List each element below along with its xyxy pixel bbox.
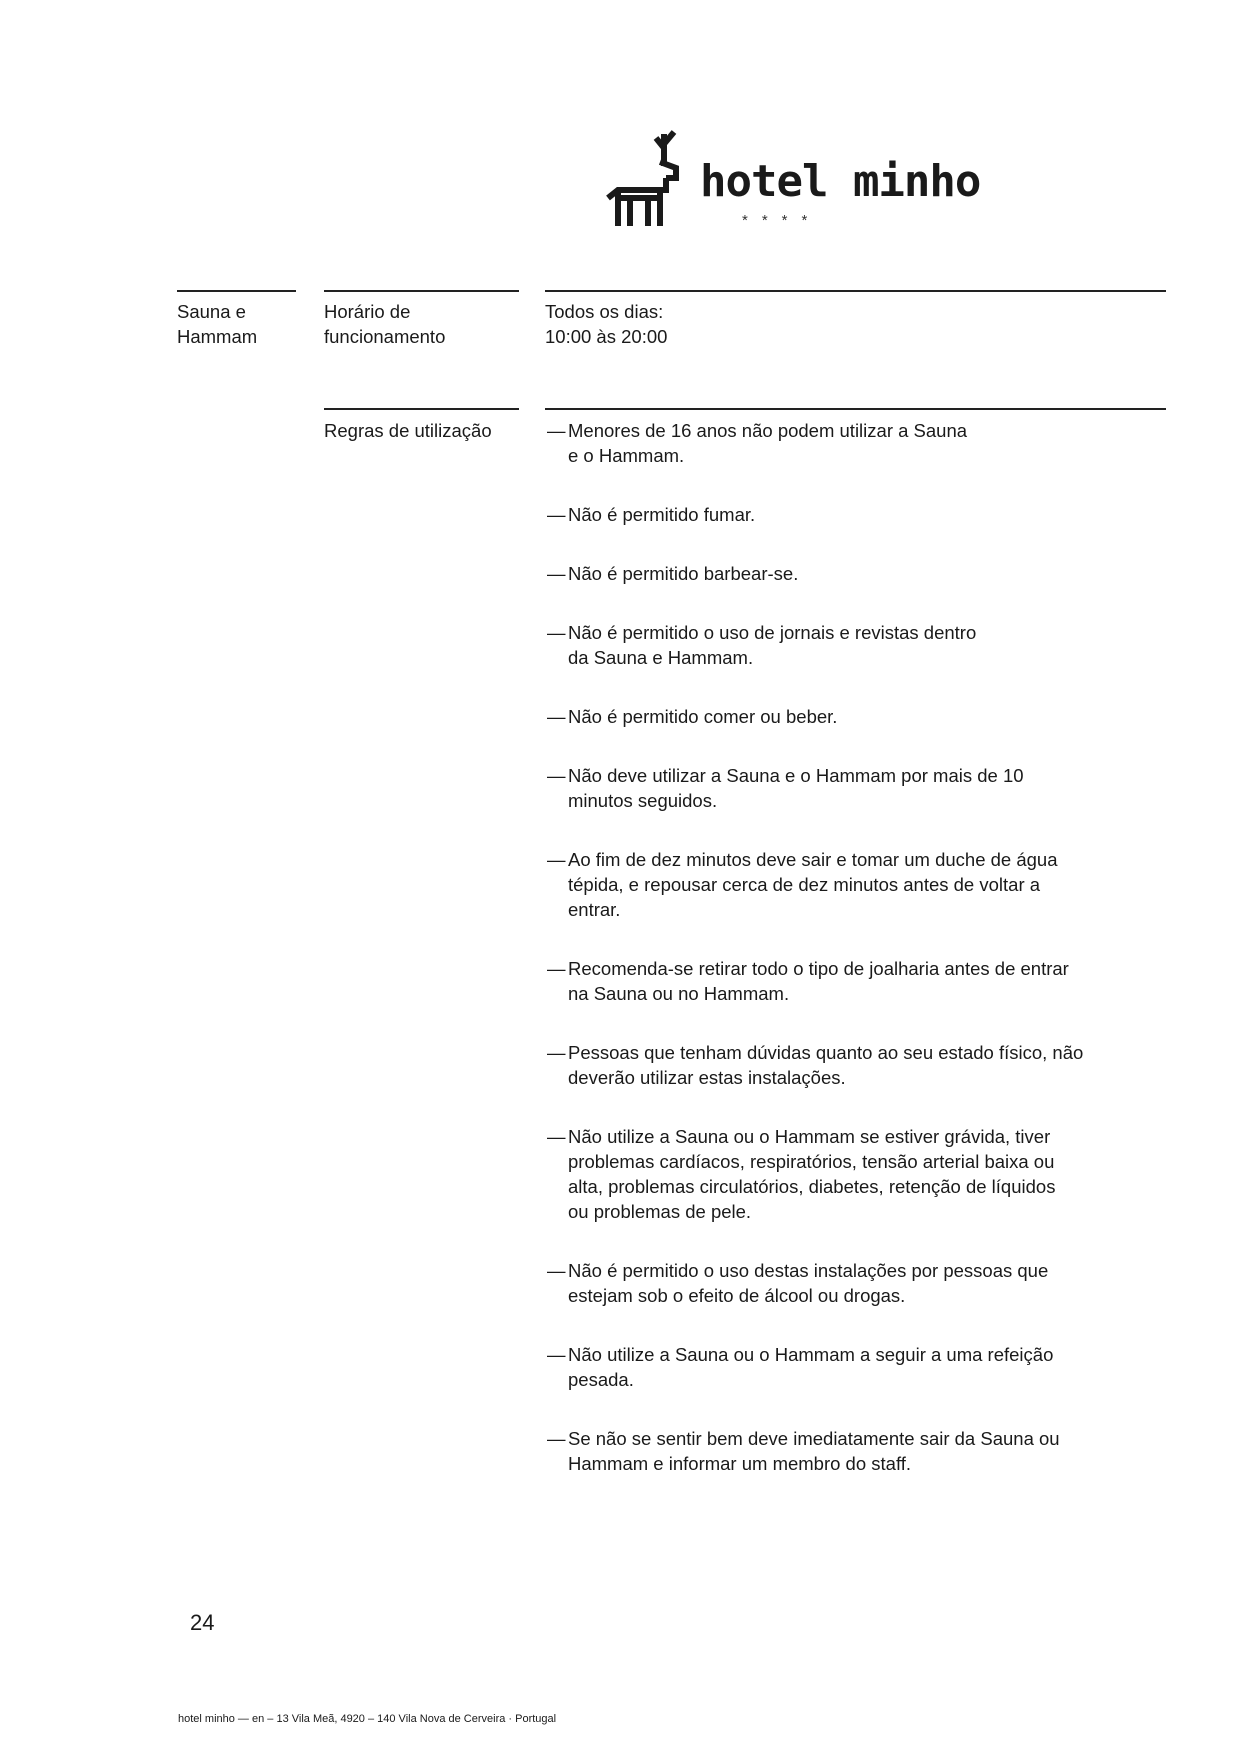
- hotel-logo: [600, 128, 981, 238]
- rule-line: Ao fim de dez minutos deve sair e tomar um duche de água: [568, 849, 1058, 870]
- rule-line: Hammam e informar um membro do staff.: [568, 1453, 912, 1474]
- divider: [324, 290, 519, 292]
- dash-bullet: —: [547, 563, 566, 584]
- rule-line: Não é permitido o uso de jornais e revistas dentro: [568, 622, 977, 643]
- list-item: [547, 1040, 1127, 1090]
- rule-line: pesada.: [568, 1369, 634, 1390]
- list-item: [547, 704, 1127, 729]
- dash-bullet: —: [547, 849, 566, 870]
- rule-line: na Sauna ou no Hammam.: [568, 983, 790, 1004]
- hours-label-line: funcionamento: [324, 326, 446, 347]
- footer-address: hotel minho — en – 13 Vila Meã, 4920 – 140 Vila Nova de Cerveira · Portugal: [178, 1713, 557, 1725]
- deer-icon: [600, 128, 696, 232]
- rule-line: tépida, e repousar cerca de dez minutos antes de voltar a: [568, 874, 1041, 895]
- dash-bullet: —: [547, 420, 566, 441]
- divider: [177, 290, 296, 292]
- dash-bullet: —: [547, 958, 566, 979]
- rule-line: alta, problemas circulatórios, diabetes, retenção de líquidos: [568, 1176, 1056, 1197]
- dash-bullet: —: [547, 765, 566, 786]
- list-item: [547, 561, 1127, 586]
- divider: [545, 290, 1166, 292]
- list-item: [547, 1342, 1127, 1392]
- divider: [545, 408, 1166, 410]
- rule-line: deverão utilizar estas instalações.: [568, 1067, 846, 1088]
- rule-line: Não deve utilizar a Sauna e o Hammam por mais de 10: [568, 765, 1024, 786]
- rule-line: Não utilize a Sauna ou o Hammam a seguir a uma refeição: [568, 1344, 1054, 1365]
- rule-line: Não é permitido fumar.: [568, 504, 756, 525]
- dash-bullet: —: [547, 1042, 566, 1063]
- rules-label: Regras de utilização: [324, 420, 492, 441]
- dash-bullet: —: [547, 1344, 566, 1365]
- dash-bullet: —: [547, 1260, 566, 1281]
- rule-line: Se não se sentir bem deve imediatamente sair da Sauna ou: [568, 1428, 1060, 1449]
- brand-name: hotel minho: [700, 156, 981, 207]
- rule-line: ou problemas de pele.: [568, 1201, 752, 1222]
- divider: [324, 408, 519, 410]
- hours-value-line: Todos os dias:: [545, 301, 664, 322]
- rule-line: Menores de 16 anos não podem utilizar a Sauna: [568, 420, 968, 441]
- rule-line: Não utilize a Sauna ou o Hammam se estiver grávida, tiver: [568, 1126, 1051, 1147]
- list-item: [547, 1426, 1127, 1476]
- rule-line: minutos seguidos.: [568, 790, 718, 811]
- dash-bullet: —: [547, 706, 566, 727]
- rule-line: da Sauna e Hammam.: [568, 647, 754, 668]
- section-label-line: Hammam: [177, 326, 258, 347]
- hours-value-line: 10:00 às 20:00: [545, 326, 668, 347]
- page-number: 24: [190, 1610, 215, 1635]
- rule-line: entrar.: [568, 899, 621, 920]
- rule-line: Não é permitido barbear-se.: [568, 563, 799, 584]
- dash-bullet: —: [547, 1126, 566, 1147]
- hours-label: [324, 299, 534, 349]
- list-item: [547, 1124, 1127, 1224]
- list-item: [547, 1258, 1127, 1308]
- rule-line: e o Hammam.: [568, 445, 685, 466]
- rule-line: Não é permitido comer ou beber.: [568, 706, 838, 727]
- list-item: [547, 763, 1127, 813]
- section-label-line: Sauna e: [177, 301, 246, 322]
- list-item: [547, 956, 1127, 1006]
- list-item: [547, 620, 1127, 670]
- rule-line: Recomenda-se retirar todo o tipo de joalharia antes de entrar: [568, 958, 1069, 979]
- rule-line: estejam sob o efeito de álcool ou drogas.: [568, 1285, 906, 1306]
- dash-bullet: —: [547, 504, 566, 525]
- list-item: [547, 847, 1127, 922]
- rule-line: Não é permitido o uso destas instalações por pessoas que: [568, 1260, 1049, 1281]
- dash-bullet: —: [547, 1428, 566, 1449]
- rule-line: problemas cardíacos, respiratórios, tensão arterial baixa ou: [568, 1151, 1055, 1172]
- list-item: [547, 502, 1127, 527]
- list-item: [547, 418, 1127, 468]
- section-label: [177, 299, 307, 349]
- hours-label-line: Horário de: [324, 301, 411, 322]
- rules-list: [547, 418, 1127, 1476]
- star-rating: ****: [742, 212, 822, 229]
- rule-line: Pessoas que tenham dúvidas quanto ao seu estado físico, não: [568, 1042, 1084, 1063]
- dash-bullet: —: [547, 622, 566, 643]
- hours-value: [545, 299, 945, 349]
